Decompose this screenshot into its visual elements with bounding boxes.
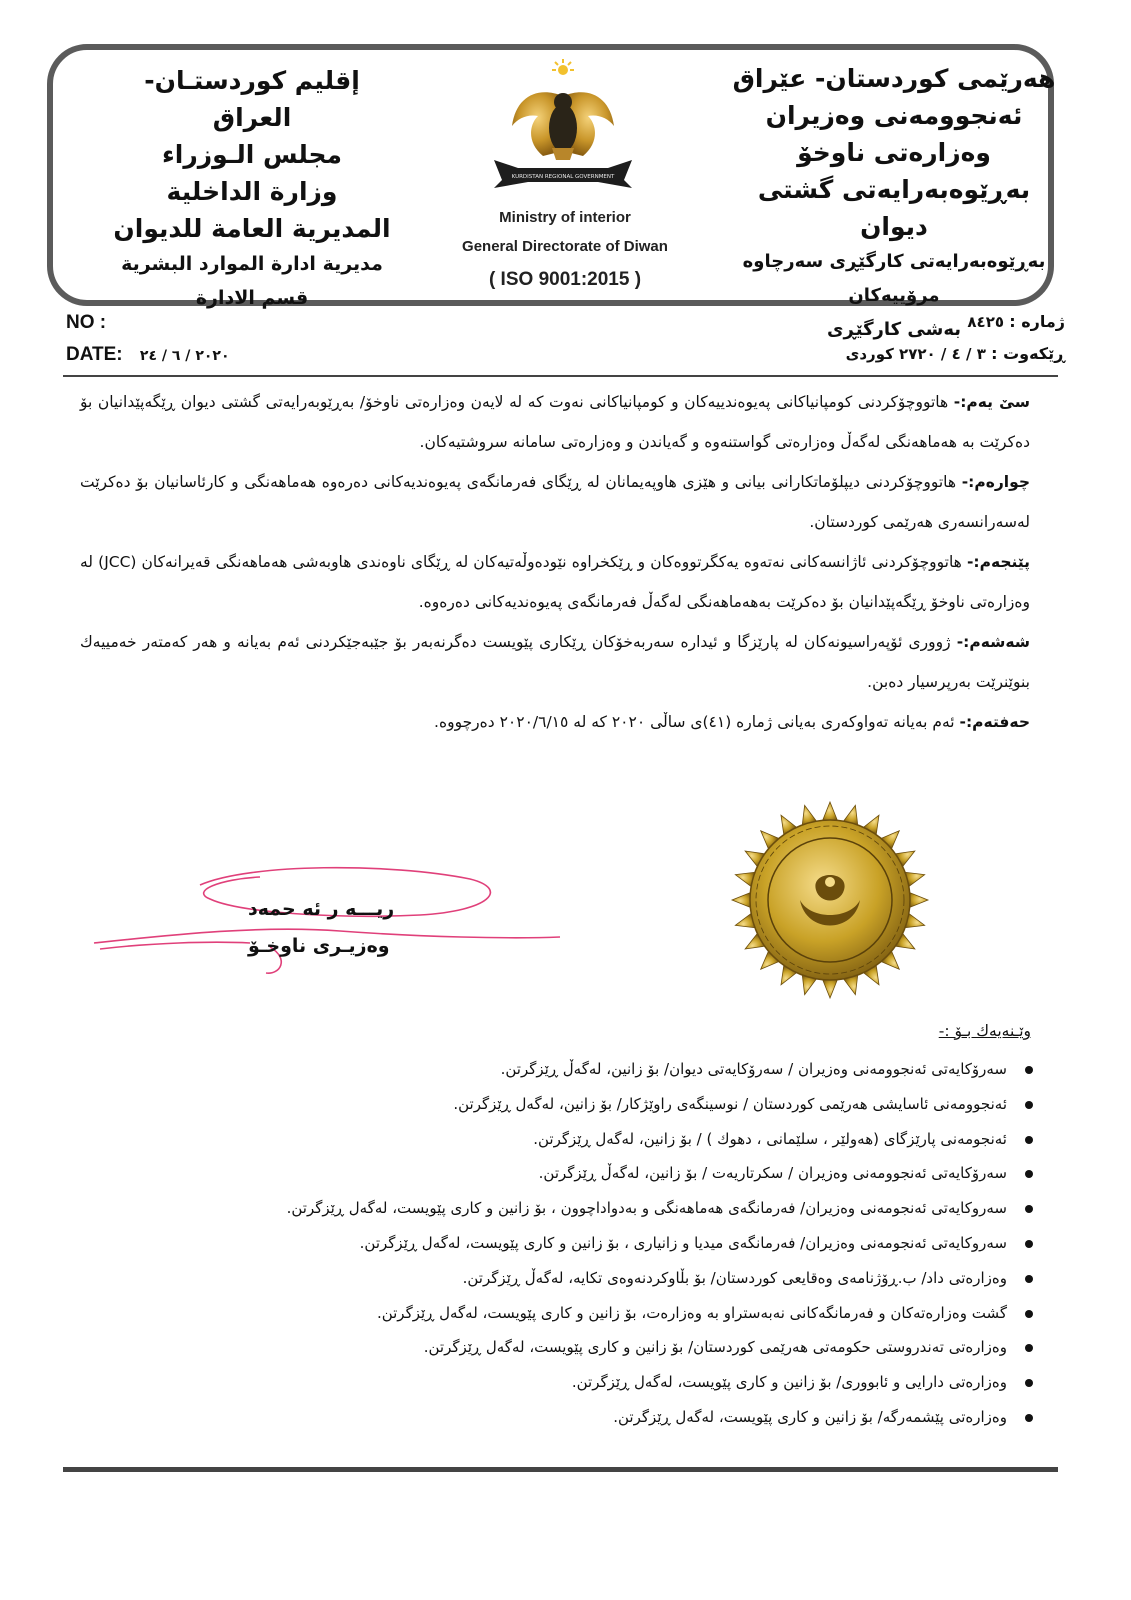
paragraph-text: هاتووچۆکردنی ئاژانسەکانی نەتەوە یەکگرتووەکان و ڕێکخراوە نێودەوڵەتیەکان لە ڕێگای ناوەندی هاوبەشی هەماهەنگی قەیرانەکان (JCC) لە وەزارەتی ناوخۆ ڕێگەپێدانیان بۆ دەکرێت بەهەماهەنگی لەگەڵ فەرمانگەی پەیوەندیەکانی دەرەوە. — [80, 553, 1030, 611]
arabic-letterhead — [102, 62, 402, 315]
cc-title: وێـنەیەك بـۆ :- — [938, 1022, 1031, 1040]
paragraph-label: سێ یەم:- — [953, 393, 1030, 411]
section-name-arabic: قسم الادارة — [195, 287, 309, 309]
ministry-name-arabic: وزارة الداخلية — [166, 177, 338, 206]
paragraph-label: پێنجەم:- — [966, 553, 1030, 571]
ministry-name-kurdish: وەزارەتی ناوخۆ — [797, 138, 991, 167]
section-name-kurdish: بەشی كارگێڕی — [826, 319, 961, 340]
council-name-arabic: مجلس الـوزراء — [161, 140, 343, 169]
paragraph-label: چوارەم:- — [961, 473, 1030, 491]
paragraph-sixth — [80, 622, 1030, 702]
iso-certification: ( ISO 9001:2015 ) — [488, 269, 642, 290]
list-item: ئەنجوومەنی ئاسایشی هەرێمی کوردستان / نوسینگەی راوێژکار/ بۆ زانین، لەگەل ڕێزگرتن. — [135, 1087, 1035, 1122]
list-item: وەزارەتی پێشمەرگە/ بۆ زانین و کاری پێویست، لەگەل ڕێزگرتن. — [135, 1400, 1035, 1435]
sub-directorate-arabic: مديرية ادارة الموارد البشرية — [121, 253, 383, 275]
paragraph-fourth — [80, 462, 1030, 542]
paragraph-text: ئەم بەیانە تەواوکەری بەیانی ژمارە (٤١)ی ساڵی ٢٠٢٠ کە لە ٢٠٢٠/٦/١٥ دەرچووە. — [434, 713, 960, 731]
kurdish-date-value: ٣ / ٤ / ٢٧٢٠ كوردی — [845, 345, 986, 363]
list-item: وەزارەتی دارایی و ئابووری/ بۆ زانین و کاری پێویست، لەگەل ڕێزگرتن. — [135, 1365, 1035, 1400]
paragraph-label: حەفتەم:- — [959, 713, 1030, 731]
list-item: سەرۆكایەتی ئەنجوومەنی وەزیران / سەرۆكایەتی دیوان/ بۆ زانین، لەگەڵ ڕێزگرتن. — [135, 1052, 1035, 1087]
region-name-arabic: إقليم كوردستـان- العراق — [144, 66, 360, 132]
paragraph-text: هاتووچۆکردنی کومپانیاکانی پەیوەندییەکان و کومپانیاکانی نەوت کە لە لایەن وەزارەتی ناوخۆ/ بەڕێوبەرایەتی گشتی دیوان ڕێگەپێدانیان بۆ دەکرێت بە هەماهەنگی لەگەڵ وەزارەتی گواستنەوە و گەیاندن و وەزارەتی سامانە سروشتیەکان. — [80, 393, 1030, 451]
date-value: ٢٠٢٠ / ٦ / ٢٤ — [139, 348, 230, 364]
paragraph-label: شەشەم:- — [956, 633, 1030, 651]
official-gold-seal-icon — [730, 800, 930, 1000]
english-date — [66, 344, 230, 366]
cc-list — [135, 1052, 1035, 1435]
council-name-kurdish: ئەنجوومەنی وەزیران — [765, 101, 1023, 130]
paragraph-text: هاتووچۆکردنی دیپلۆماتکارانی بیانی و هێزی هاوپەیمانان لە ڕێگای فەرمانگەی پەیوەندیەکانی دەرەوە هەماهەنگی و کارئاسانیان بۆ دەکرێت لەسەرانسەری هەرێمی کوردستان. — [80, 473, 1030, 531]
krg-emblem-icon — [488, 56, 638, 196]
list-item: وەزارەتی داد/ ب.ڕۆژنامەی وەقایعی کوردستان/ بۆ بڵاوکردنەوەی تکایە، لەگەڵ ڕێزگرتن. — [135, 1261, 1035, 1296]
reference-number-row — [66, 312, 1065, 338]
english-letterhead — [430, 203, 700, 297]
directorate-name-english: General Directorate of Diwan — [462, 238, 668, 255]
signatory-title: وەزیـری ناوخـۆ — [248, 935, 390, 957]
list-item: گشت وەزارەتەكان و فەرمانگەكانی نەبەستراو بە وەزارەت، بۆ زانین و كاری پێویست، لەگەل ڕێزگرتن. — [135, 1296, 1035, 1331]
kurdish-date-label: ڕێکەوت : — [991, 344, 1065, 363]
paragraph-third — [80, 382, 1030, 462]
kurdish-date — [846, 344, 1065, 363]
sub-directorate-kurdish: بەڕێوەبەرایەتی كارگێڕی سەرچاوە مرۆییەکان — [742, 251, 1046, 306]
number-value: ٨٤٢٥ — [967, 313, 1005, 331]
paragraph-seventh — [80, 702, 1030, 742]
list-item: ئەنجومەنی پارێزگای (هەولێر ، سلێمانی ، دهوك ) / بۆ زانین، لەگەل ڕێزگرتن. — [135, 1122, 1035, 1157]
letter-body — [80, 382, 1030, 742]
kurdish-number — [967, 312, 1065, 331]
paragraph-fifth — [80, 542, 1030, 622]
region-name-kurdish: هەرێمی کوردستان- عێراق — [732, 64, 1056, 93]
number-label: ژمارە : — [1009, 312, 1065, 331]
directorate-name-arabic: المديرية العامة للديوان — [113, 214, 391, 243]
paragraph-text: ژووری ئۆپەراسیونەکان لە پارێزگا و ئیدارە سەربەخۆکان ڕێکاری پێویست دەگرنەبەر بۆ جێبەجێکردنی ئەم بەیانە و هەر کەمتەر خەمییەك بنوێنرێت بەرپرسیار دەبن. — [80, 633, 1030, 691]
ministry-name-english: Ministry of interior — [499, 209, 631, 226]
list-item: سەروکایەتی ئەنجومەنی وەزیران/ فەرمانگەی هەماهەنگی و بەدواداچوون ، بۆ زانین و کاری پێویست، لەگەل ڕێزگرتن. — [135, 1191, 1035, 1226]
handwritten-signature-icon — [90, 855, 570, 985]
list-item: وەزارەتی تەندروستی حکومەتی هەرێمی کوردستان/ بۆ زانین و کاری پێویست، لەگەل ڕێزگرتن. — [135, 1330, 1035, 1365]
date-label: DATE: — [66, 344, 123, 365]
header-divider — [63, 375, 1058, 377]
no-label: NO : — [66, 312, 107, 333]
directorate-name-kurdish: بەڕێوەبەرایەتی گشتی دیوان — [757, 175, 1031, 241]
emblem-banner-text: KURDISTAN REGIONAL GOVERNMENT — [511, 174, 615, 180]
footer-divider — [63, 1467, 1058, 1472]
reference-date-row — [66, 344, 1065, 370]
list-item: سەرۆكایەتی ئەنجوومەنی وەزیران / سکرتاریەت / بۆ زانین، لەگەڵ ڕێزگرتن. — [135, 1156, 1035, 1191]
list-item: سەروکایەتی ئەنجومەنی وەزیران/ فەرمانگەی میدیا و زانیاری ، بۆ زانین و کاری پێویست، لەگەل ڕێزگرتن. — [135, 1226, 1035, 1261]
kurdish-letterhead — [729, 60, 1059, 347]
signatory-name: ریـــە ر ئە حمەد — [248, 898, 395, 920]
